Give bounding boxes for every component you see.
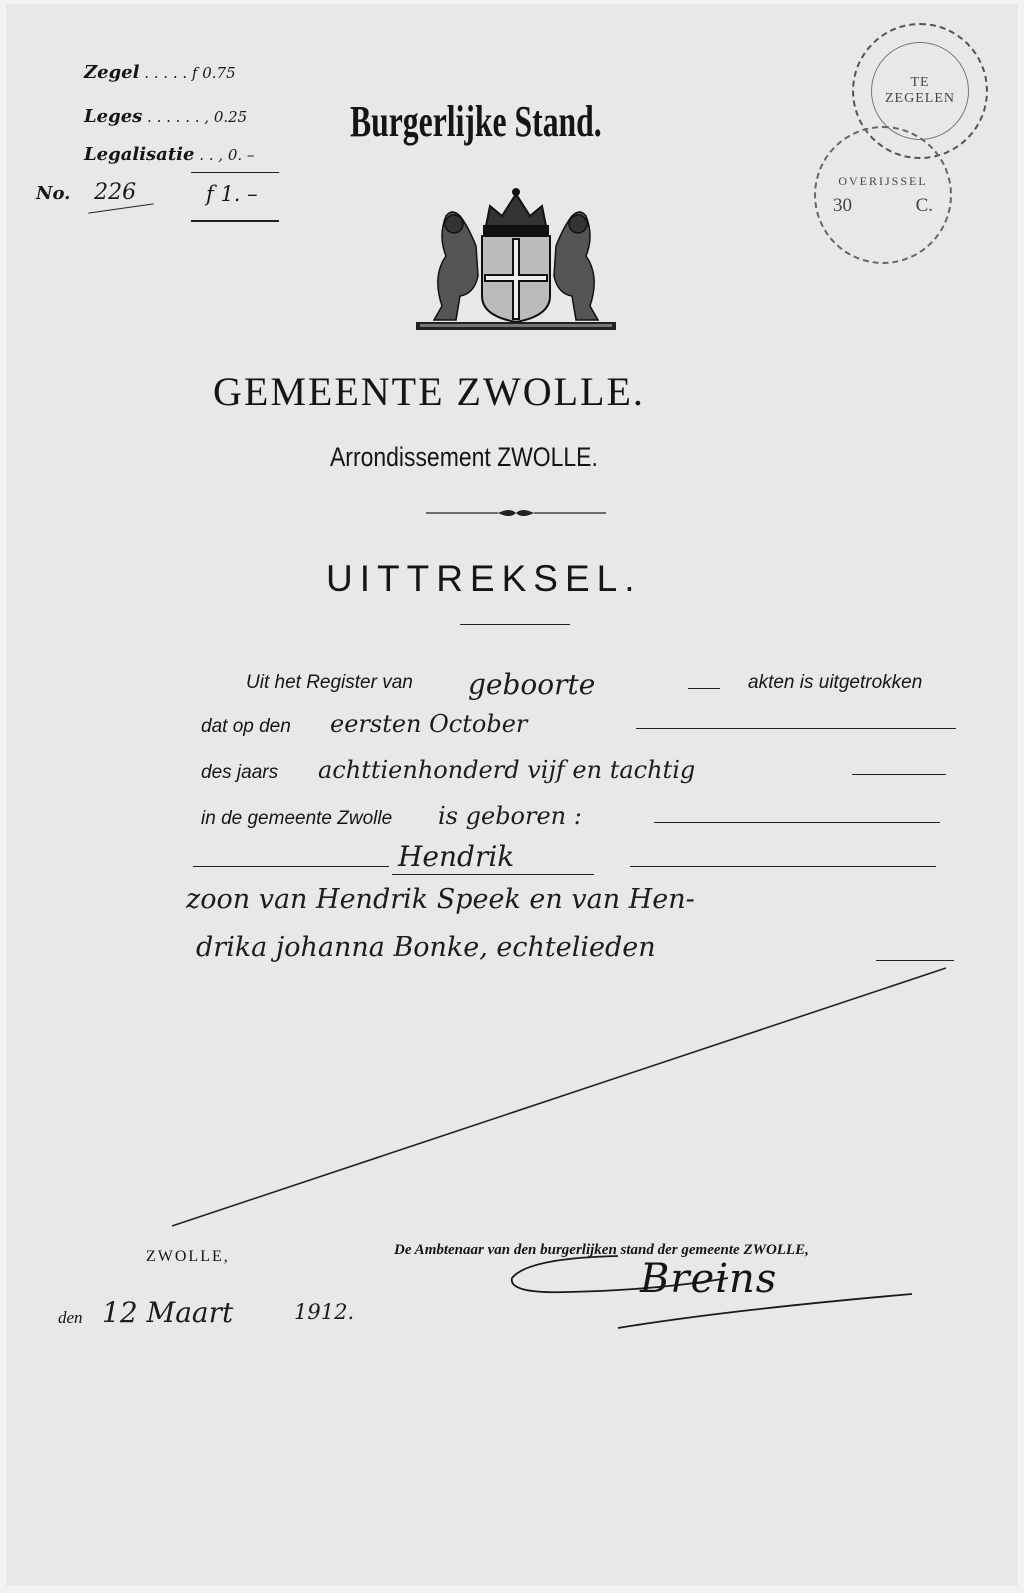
fee-dots: . . [194, 146, 219, 164]
printed-register-text: Uit het Register van [246, 672, 413, 693]
stamp-value-unit: C. [915, 194, 933, 216]
fee-leges-value: , 0.25 [204, 108, 248, 126]
handwritten-issue-date: 12 Maart [102, 1296, 234, 1329]
handwritten-register-type: geboorte [468, 668, 596, 701]
footer-place: ZWOLLE, [146, 1248, 230, 1265]
handwritten-born: is geboren : [438, 802, 582, 830]
stamp-value-number: 30 [833, 194, 852, 216]
handwritten-parents-line2: drika johanna Bonke, echtelieden [196, 932, 656, 963]
fee-dots: . . . . . . [142, 108, 205, 126]
official-title: De Ambtenaar van den burgerlijken stand der gemeente ZWOLLE, [394, 1242, 809, 1258]
fee-zegel-value: f 0.75 [191, 64, 236, 82]
fee-no-label: No. [36, 183, 71, 204]
handwritten-date: eersten October [330, 710, 528, 738]
date-label: den [58, 1308, 83, 1327]
stamp-text-zegelen: ZEGELEN [885, 91, 955, 106]
stamp-overijssel-text: OVERIJSSEL [838, 173, 928, 188]
fee-legalisatie-label: Legalisatie [84, 144, 195, 165]
municipality-heading: GEMEENTE ZWOLLE. [213, 369, 645, 414]
fee-no-value: 226 [94, 180, 137, 205]
handwritten-parents-line1: zoon van Hendrik Speek en van Hen- [186, 884, 695, 915]
printed-date-label: dat op den [201, 716, 291, 737]
handwritten-year: achttienhonderd vijf en tachtig [318, 756, 696, 784]
issue-year: 1912. [294, 1300, 355, 1324]
printed-akten-text: akten is uitgetrokken [748, 672, 923, 693]
fee-legalisatie-value: , 0. – [218, 146, 255, 164]
fee-leges-label: Leges [84, 106, 143, 127]
official-signature: Breins [640, 1256, 778, 1302]
printed-year-label: des jaars [201, 762, 279, 783]
printed-municipality-label: in de gemeente Zwolle [201, 808, 393, 829]
fee-total: f 1. – [206, 182, 258, 206]
document-type-heading: UITTREKSEL. [326, 558, 642, 599]
page-title: Burgerlijke Stand. [350, 97, 602, 146]
fee-zegel-label: Zegel [84, 62, 140, 83]
fee-dots: . . . . . [139, 64, 192, 82]
district-heading: Arrondissement ZWOLLE. [330, 442, 598, 472]
stamp-text-te: TE [910, 75, 930, 90]
handwritten-child-name: Hendrik [398, 840, 515, 873]
